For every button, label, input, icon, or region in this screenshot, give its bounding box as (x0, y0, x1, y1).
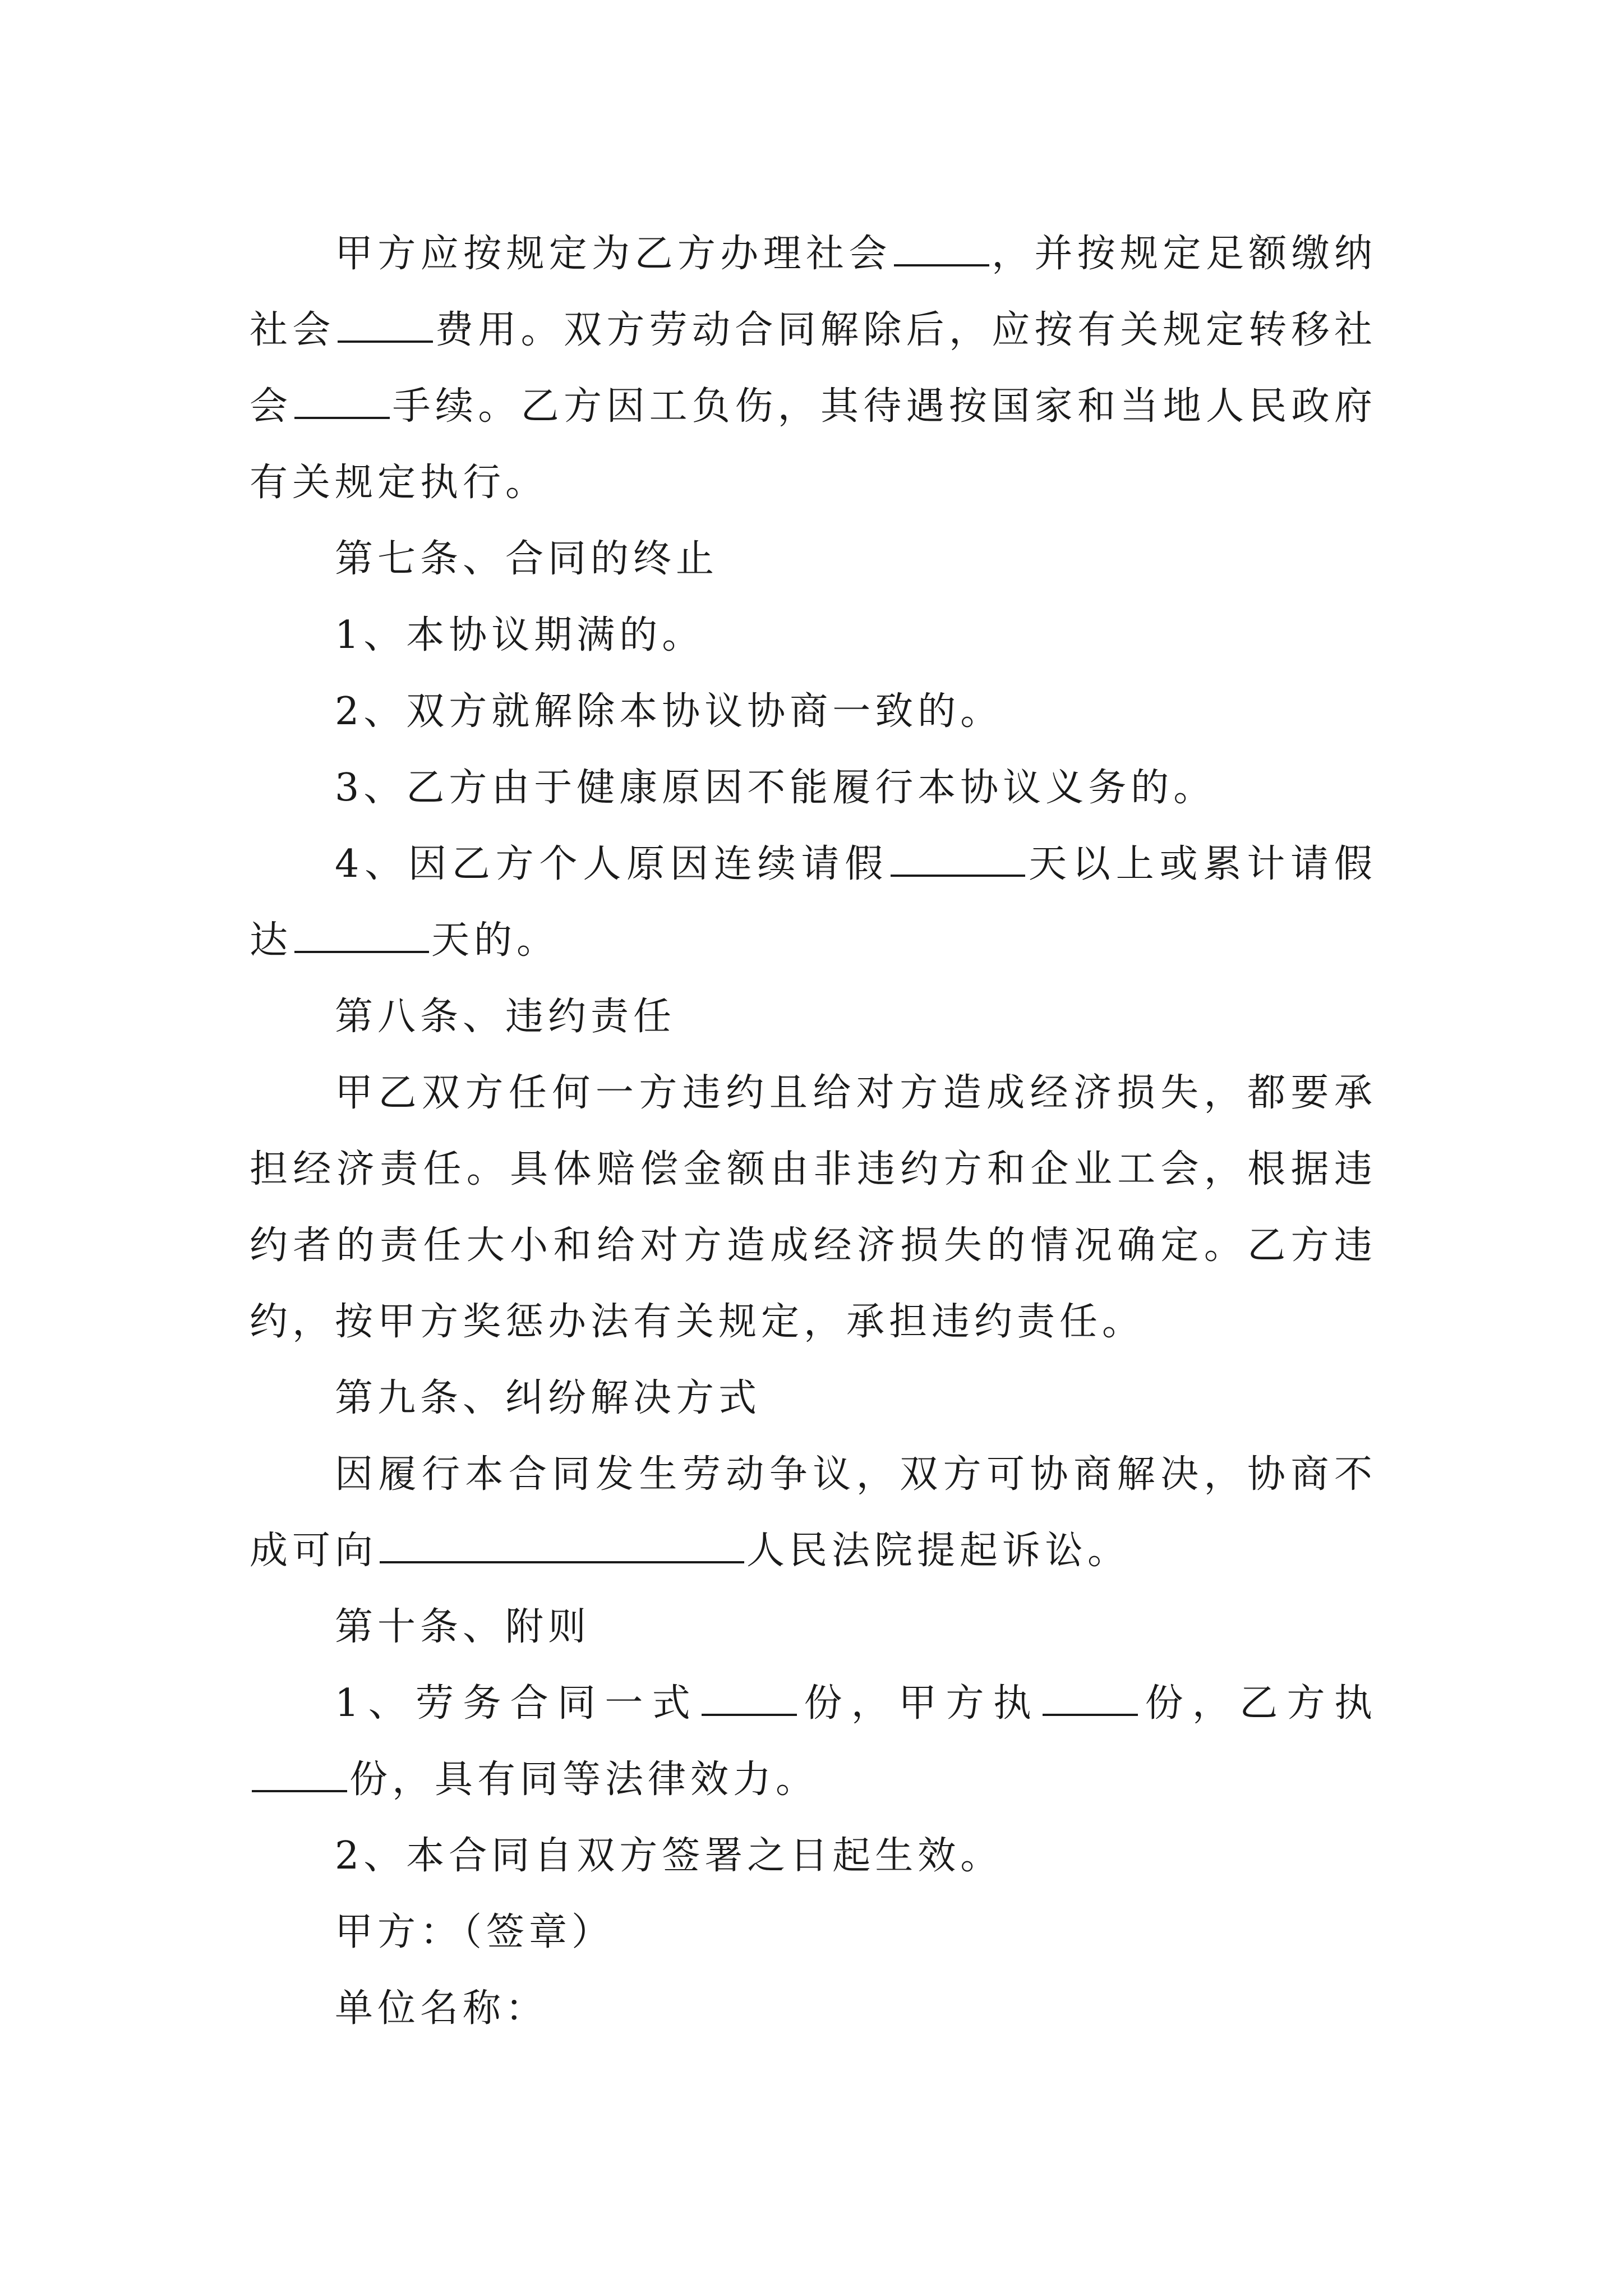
document-body (250, 216, 1377, 2047)
article7-heading: 第七条、合同的终止 (335, 537, 719, 581)
article8-body: 甲乙双方任何一方违约且给对方造成经济损失，都要承担经济责任。具体赔偿金额由非违约方和企业工会，根据违约者的责任大小和给对方造成经济损失的情况确定。乙方违约，按甲方奖惩办法有关规定，承担违约责任。 (250, 1071, 1377, 1344)
text-run: 人民法院提起诉讼。 (746, 1529, 1131, 1573)
text-run: ，并按规定足额缴纳社会 (250, 232, 1377, 352)
article7-item-3: 3、乙方由于健康原因不能履行本协议义务的。 (335, 766, 1216, 810)
text-run: 份，具有同等法律效力。 (349, 1757, 819, 1802)
article10-item-1 (250, 1665, 1377, 1818)
text-run: 份，甲方执 (799, 1681, 1041, 1726)
text-run: 份，乙方执 (1140, 1681, 1377, 1726)
text-run: 天的。 (431, 918, 560, 963)
article7-item-4 (250, 826, 1377, 979)
article9-heading: 第九条、纠纷解决方式 (335, 1376, 762, 1420)
article10-item-2: 2、本合同自双方签署之日起生效。 (335, 1834, 1003, 1878)
text-run: 甲方应按规定为乙方办理社会 (335, 232, 892, 276)
text-run: 手续。乙方因工负伤，其待遇按国家和当地人民政府有关规定执行。 (250, 384, 1377, 505)
fill-blank (894, 232, 989, 266)
fill-blank (1043, 1681, 1138, 1716)
article9-body (250, 1437, 1377, 1589)
text-run: 4、因乙方个人原因连续请假 (335, 842, 889, 886)
fill-blank (380, 1529, 744, 1563)
article6-paragraph (250, 216, 1377, 521)
text-run: 费用。双方劳动合同解除后，应按有关规定转移社会 (250, 308, 1377, 429)
text-run: 天以上或累计请假达 (250, 842, 1377, 963)
fill-blank (891, 842, 1025, 877)
article7-item-1: 1、本协议期满的。 (335, 613, 705, 657)
text-run: 因履行本合同发生劳动争议，双方可协商解决，协商不成可向 (250, 1452, 1377, 1573)
fill-blank (294, 384, 390, 419)
fill-blank (252, 1757, 347, 1792)
article7-item-2: 2、双方就解除本协议协商一致的。 (335, 689, 1003, 734)
fill-blank (702, 1681, 797, 1716)
unit-name-label: 单位名称： (335, 1986, 548, 2031)
fill-blank (294, 918, 429, 953)
fill-blank (338, 308, 433, 343)
article8-heading: 第八条、违约责任 (335, 995, 676, 1039)
article10-heading: 第十条、附则 (335, 1605, 591, 1649)
text-run: 1、劳务合同一式 (335, 1681, 700, 1726)
party-a-signature: 甲方：（签章） (335, 1910, 615, 1954)
